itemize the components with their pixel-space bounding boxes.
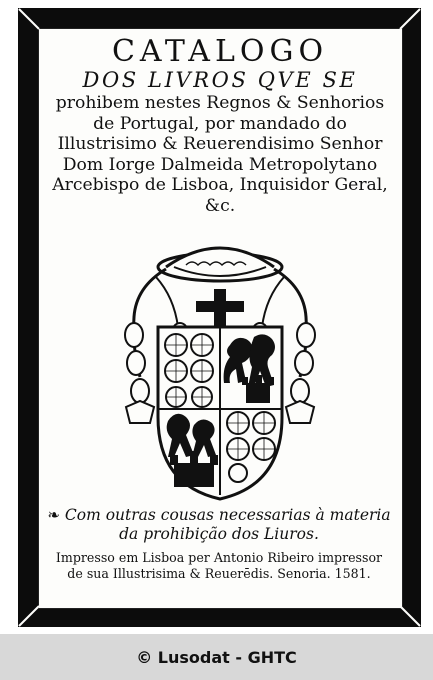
title-second-line: DOS LIVROS QVE SE [82,68,358,92]
imprint-line-1: Impresso em Lisboa per Antonio Ribeiro impressor [55,550,383,565]
title-description: prohibem nestes Regnos & Senhorios de Portugal, por mandado do Illustrisimo & Reuerendisimo Senhor Dom Iorge Dalmeida Metropolytano Arcebispo de Lisboa, Inquisidor Geral, &c. [52,93,388,216]
copyright-text: © Lusodat - GHTC [136,647,297,667]
imprint-line-2: de sua Illustrisima & Reuerēdis. Senoria. 1581. [67,566,371,581]
main-title: CATALOGO [111,34,329,69]
title-block [44,36,396,216]
subtitle-text: Com outras cousas necessarias à materia da prohibição dos Liuros. [64,506,391,543]
fleuron-icon: ❧ [47,506,60,524]
copyright-footer [0,634,433,680]
subtitle [40,506,398,544]
imprint [40,550,398,582]
episcopal-coat-of-arms-icon [96,237,344,503]
